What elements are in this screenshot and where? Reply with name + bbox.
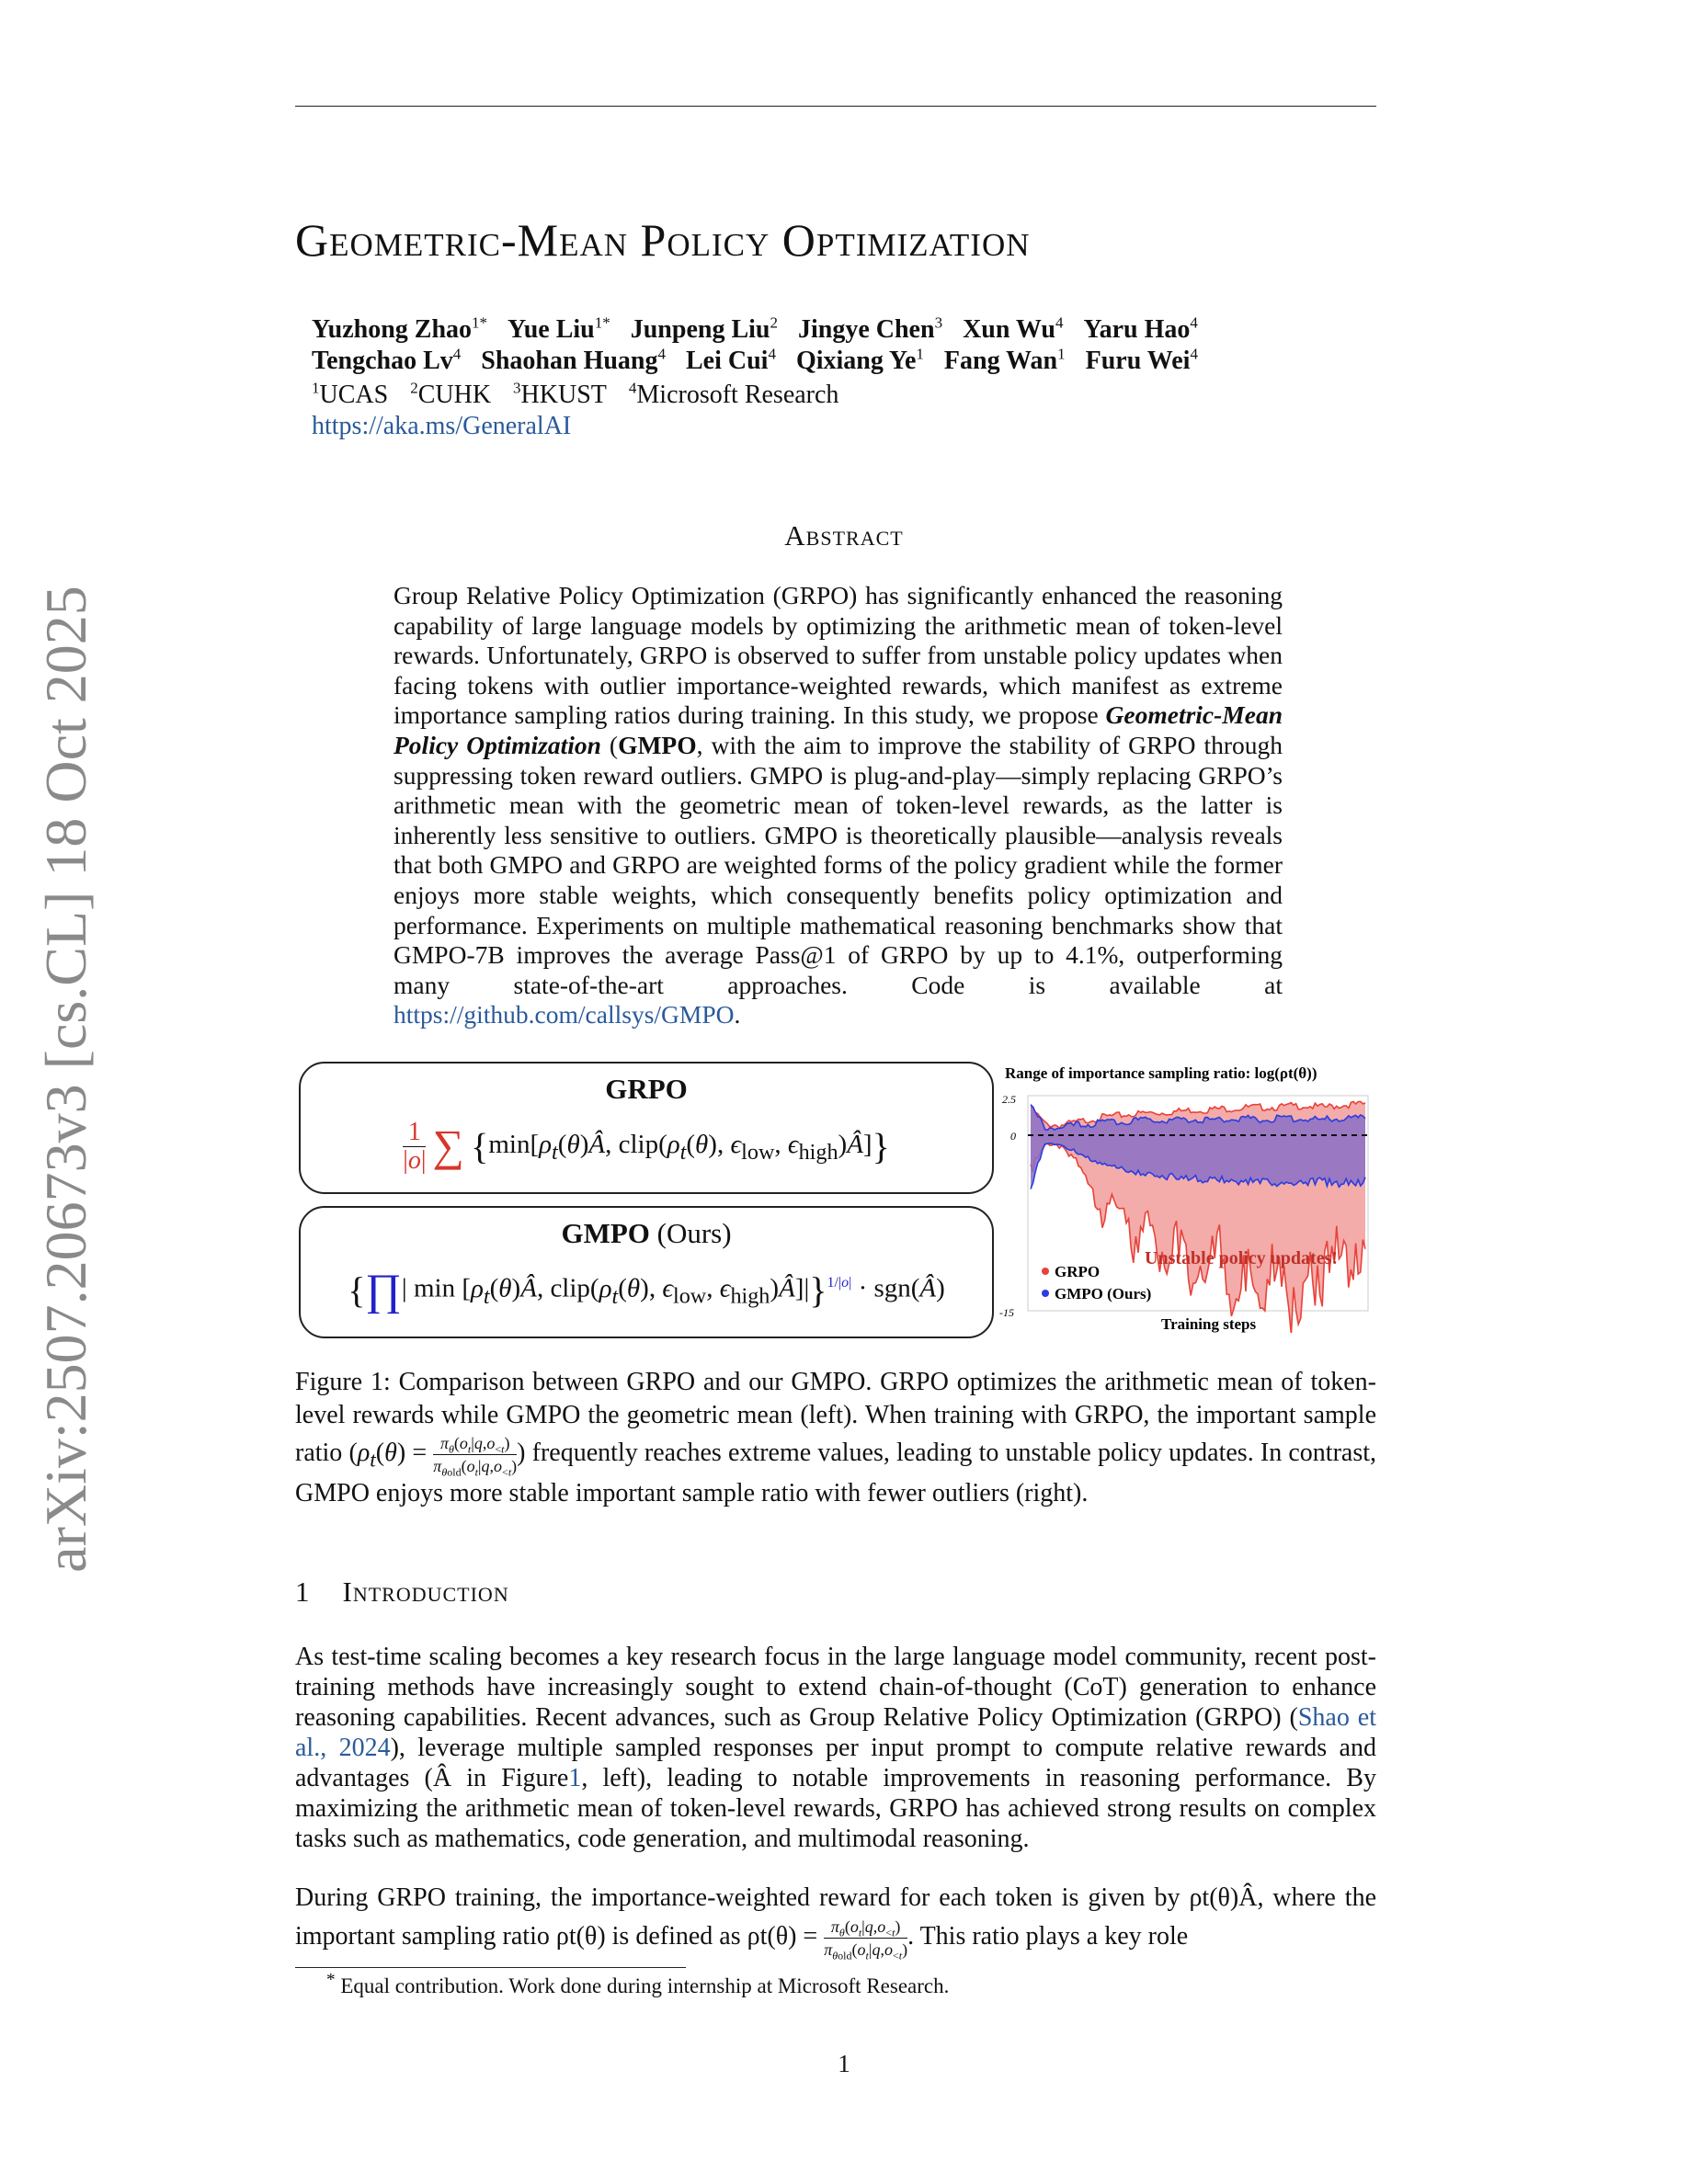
arxiv-stamp: arXiv:2507.20673v3 [cs.CL] 18 Oct 2025	[33, 586, 98, 1573]
x-axis-label: Training steps	[1161, 1315, 1257, 1333]
abstract-part: , with the aim to improve the stability of GRPO through suppressing token reward outliers. GMPO is plug-and-play—simply replacing GRPO’s arithmetic mean with the geometric mean of token-level rewards, as the latter is inherently less sensitive to outliers. GMPO is theoretically plausible—analysis reveals that both GMPO and GRPO are weighted forms of the policy gradient while the former enjoys more stable weights, which consequently benefits policy optimization and performance. Experiments on multiple mathematical reasoning benchmarks show that GMPO-7B improves the average Pass@1 of GRPO by up to 4.1%, outperforming many state-of-the-art approaches. Code is available at	[393, 730, 1283, 999]
affiliation: $^2$CUHK	[410, 379, 492, 409]
legend-label-grpo: GRPO	[1055, 1263, 1101, 1280]
legend-marker-gmpo	[1042, 1290, 1049, 1297]
paper-title: Geometric-Mean Policy Optimization	[295, 214, 1031, 266]
affiliation: $^3$HKUST	[513, 379, 607, 409]
figure-caption: Figure 1: Comparison between GRPO and our GMPO. GRPO optimizes the arithmetic mean of token-level rewards while GMPO the geometric mean (left). When training with GRPO, the important sample ratio ($\rho_t(\theta)$ = $\frac{\pi_\theta(o_t|q,o_{<t})}{\pi_{\theta old}(o_t|q,o_{<t})}$ ) frequently reaches extreme values, leading to unstable policy updates. In contrast, GMPO enjoys more stable important sample ratio with fewer outliers (right).	[295, 1368, 1377, 1507]
author: Shaohan Huang$^4$	[481, 345, 666, 375]
legend-marker-grpo	[1042, 1268, 1049, 1275]
text: , left), leading to notable improvements in reasoning performance. By maximizing the arithmetic mean of token-level rewards, GRPO has achieved strong results on complex tasks such as mathematics, code generation, and multimodal reasoning.	[295, 1764, 1376, 1853]
section-title: Introduction	[342, 1575, 509, 1608]
legend-label-gmpo: GMPO (Ours)	[1055, 1285, 1152, 1302]
intro-paragraph-1	[295, 1642, 1376, 1854]
citation-link[interactable]: Shao et al., 2024	[295, 1703, 1376, 1762]
ytick-label: 0	[1010, 1130, 1016, 1143]
text: During GRPO training, the importance-weighted reward for each token is given by ρt(θ)Â, where the important sampling ratio ρt(θ) is defined as ρt(θ) =	[295, 1883, 1376, 1951]
footnote	[326, 1970, 950, 1998]
affiliation: $^4$Microsoft Research	[628, 379, 839, 409]
page-number: 1	[838, 2050, 850, 2077]
chart-title: Range of importance sampling ratio: log(ρt(θ))	[1005, 1064, 1317, 1082]
method-name: Geometric-Mean Policy Optimization	[393, 700, 1283, 759]
author: Qixiang Ye$^1$	[795, 345, 924, 375]
text: ), leverage multiple sampled responses per input prompt to compute relative rewards and advantages (Â in Figure	[295, 1734, 1376, 1792]
text: As test-time scaling becomes a key research focus in the large language model community, recent post-training methods have increasingly sought to extend chain-of-thought (CoT) generation to enhance reasoning capabilities. Recent advances, such as Group Relative Policy Optimization (GRPO) (	[295, 1643, 1376, 1732]
section-heading-introduction	[295, 1575, 509, 1609]
method-abbr: GMPO	[618, 730, 697, 759]
gmpo-title: GMPO	[561, 1217, 650, 1249]
author: Furu Wei$^4$	[1085, 345, 1198, 375]
abstract-end: .	[734, 1000, 741, 1029]
chart-annotation: Unstable policy updates!	[1145, 1248, 1339, 1268]
author: Yue Liu$^{1*}$	[508, 313, 610, 344]
importance-ratio-chart	[998, 1057, 1379, 1333]
author: Lei Cui$^4$	[686, 345, 776, 375]
abstract-text: Group Relative Policy Optimization (GRPO) has significantly enhanced the reasoning capability of large language models by optimizing the arithmetic mean of token-level rewards. Unfortunately, GRPO is observed to suffer from unstable policy updates when facing tokens with outlier importance-weighted rewards, which manifest as extreme importance sampling ratios during training. In this study, we propose Geometric-Mean Policy Optimization (GMPO, with the aim to improve the stability of GRPO through suppressing token reward outliers. GMPO is plug-and-play—simply replacing GRPO’s arithmetic mean with the geometric mean of token-level rewards, as the latter is inherently less sensitive to outliers. GMPO is theoretically plausible—analysis reveals that both GMPO and GRPO are weighted forms of the policy gradient while the former enjoys more stable weights, which consequently benefits policy optimization and performance. Experiments on multiple mathematical reasoning benchmarks show that GMPO-7B improves the average Pass@1 of GRPO by up to 4.1%, outperforming many state-of-the-art approaches. Code is available at https://github.com/callsys/GMPO.	[393, 581, 1283, 1029]
abstract-heading: Abstract	[784, 519, 904, 552]
caption-text: frequently reaches extreme values, leading to unstable policy updates. In contrast, GMPO enjoys more stable important sample ratio with fewer outliers (right).	[295, 1438, 1377, 1507]
author: Jingye Chen$^3$	[797, 313, 943, 344]
abstract-part: Group Relative Policy Optimization (GRPO) has significantly enhanced the reasoning capability of large language models by optimizing the arithmetic mean of token-level rewards. Unfortunately, GRPO is observed to suffer from unstable policy updates when facing tokens with outlier importance-weighted rewards, which manifest as extreme importance sampling ratios during training. In this study, we propose	[393, 581, 1283, 730]
author: Fang Wan$^1$	[943, 345, 1066, 375]
author: Yaru Hao$^4$	[1083, 313, 1198, 344]
affiliation: $^1$UCAS	[312, 379, 389, 409]
author: Yuzhong Zhao$^{1*}$	[312, 313, 488, 344]
ytick-label: -15	[999, 1306, 1014, 1319]
section-number: 1	[295, 1575, 311, 1608]
header-rule	[295, 106, 1376, 107]
grpo-formula-box	[299, 1062, 994, 1194]
grpo-formula: $\frac{1}{|o|}$ ∑ {$\min[\rho_t(\theta)Â$, $clip(\rho_t(\theta)$, $\epsilon_{low}$, $\epsilon_{high})Â$]}	[403, 1118, 890, 1175]
affiliations	[312, 381, 861, 410]
gmpo-suffix: (Ours)	[656, 1217, 732, 1249]
author-list	[312, 314, 1507, 377]
intro-paragraph-2: During GRPO training, the importance-weighted reward for each token is given by ρt(θ)Â, where the important sampling ratio ρt(θ) is defined as ρt(θ) = $\frac{\pi_\theta(o_t|q,o_{<t})}{\pi_{\theta old}(o_t|q,o_{<t})}$ . This ratio plays a key role	[295, 1883, 1376, 1962]
caption-text: Figure 1: Comparison between GRPO and our GMPO. GRPO optimizes the arithmetic mean of token-level rewards while GMPO the geometric mean (left). When training with GRPO, the important sample ratio	[295, 1368, 1376, 1467]
author: Tengchao Lv$^4$	[312, 345, 462, 375]
code-link[interactable]: https://github.com/callsys/GMPO	[393, 1000, 735, 1029]
text: . This ratio plays a key role	[907, 1921, 1189, 1951]
footnote-text: Equal contribution. Work done during internship at Microsoft Research.	[340, 1974, 950, 1997]
author: Xun Wu$^4$	[963, 313, 1064, 344]
author: Junpeng Liu$^2$	[630, 313, 778, 344]
grpo-title: GRPO	[605, 1073, 688, 1105]
gmpo-formula: {∏| $\min [\rho_t(\theta)Â$, $clip(\rho_t(\theta)$, $\epsilon_{low}$, $\epsilon_{high})Â]|\}^{1/|o|}$ · sgn(Â)	[348, 1266, 945, 1314]
gmpo-formula-box	[299, 1206, 994, 1338]
footnote-rule	[295, 1967, 686, 1968]
group-url-link[interactable]: https://aka.ms/GeneralAI	[312, 412, 572, 440]
footnote-mark: *	[326, 1970, 336, 1990]
figure-ref-link[interactable]: 1	[568, 1764, 582, 1792]
ytick-label: 2.5	[1002, 1093, 1016, 1106]
